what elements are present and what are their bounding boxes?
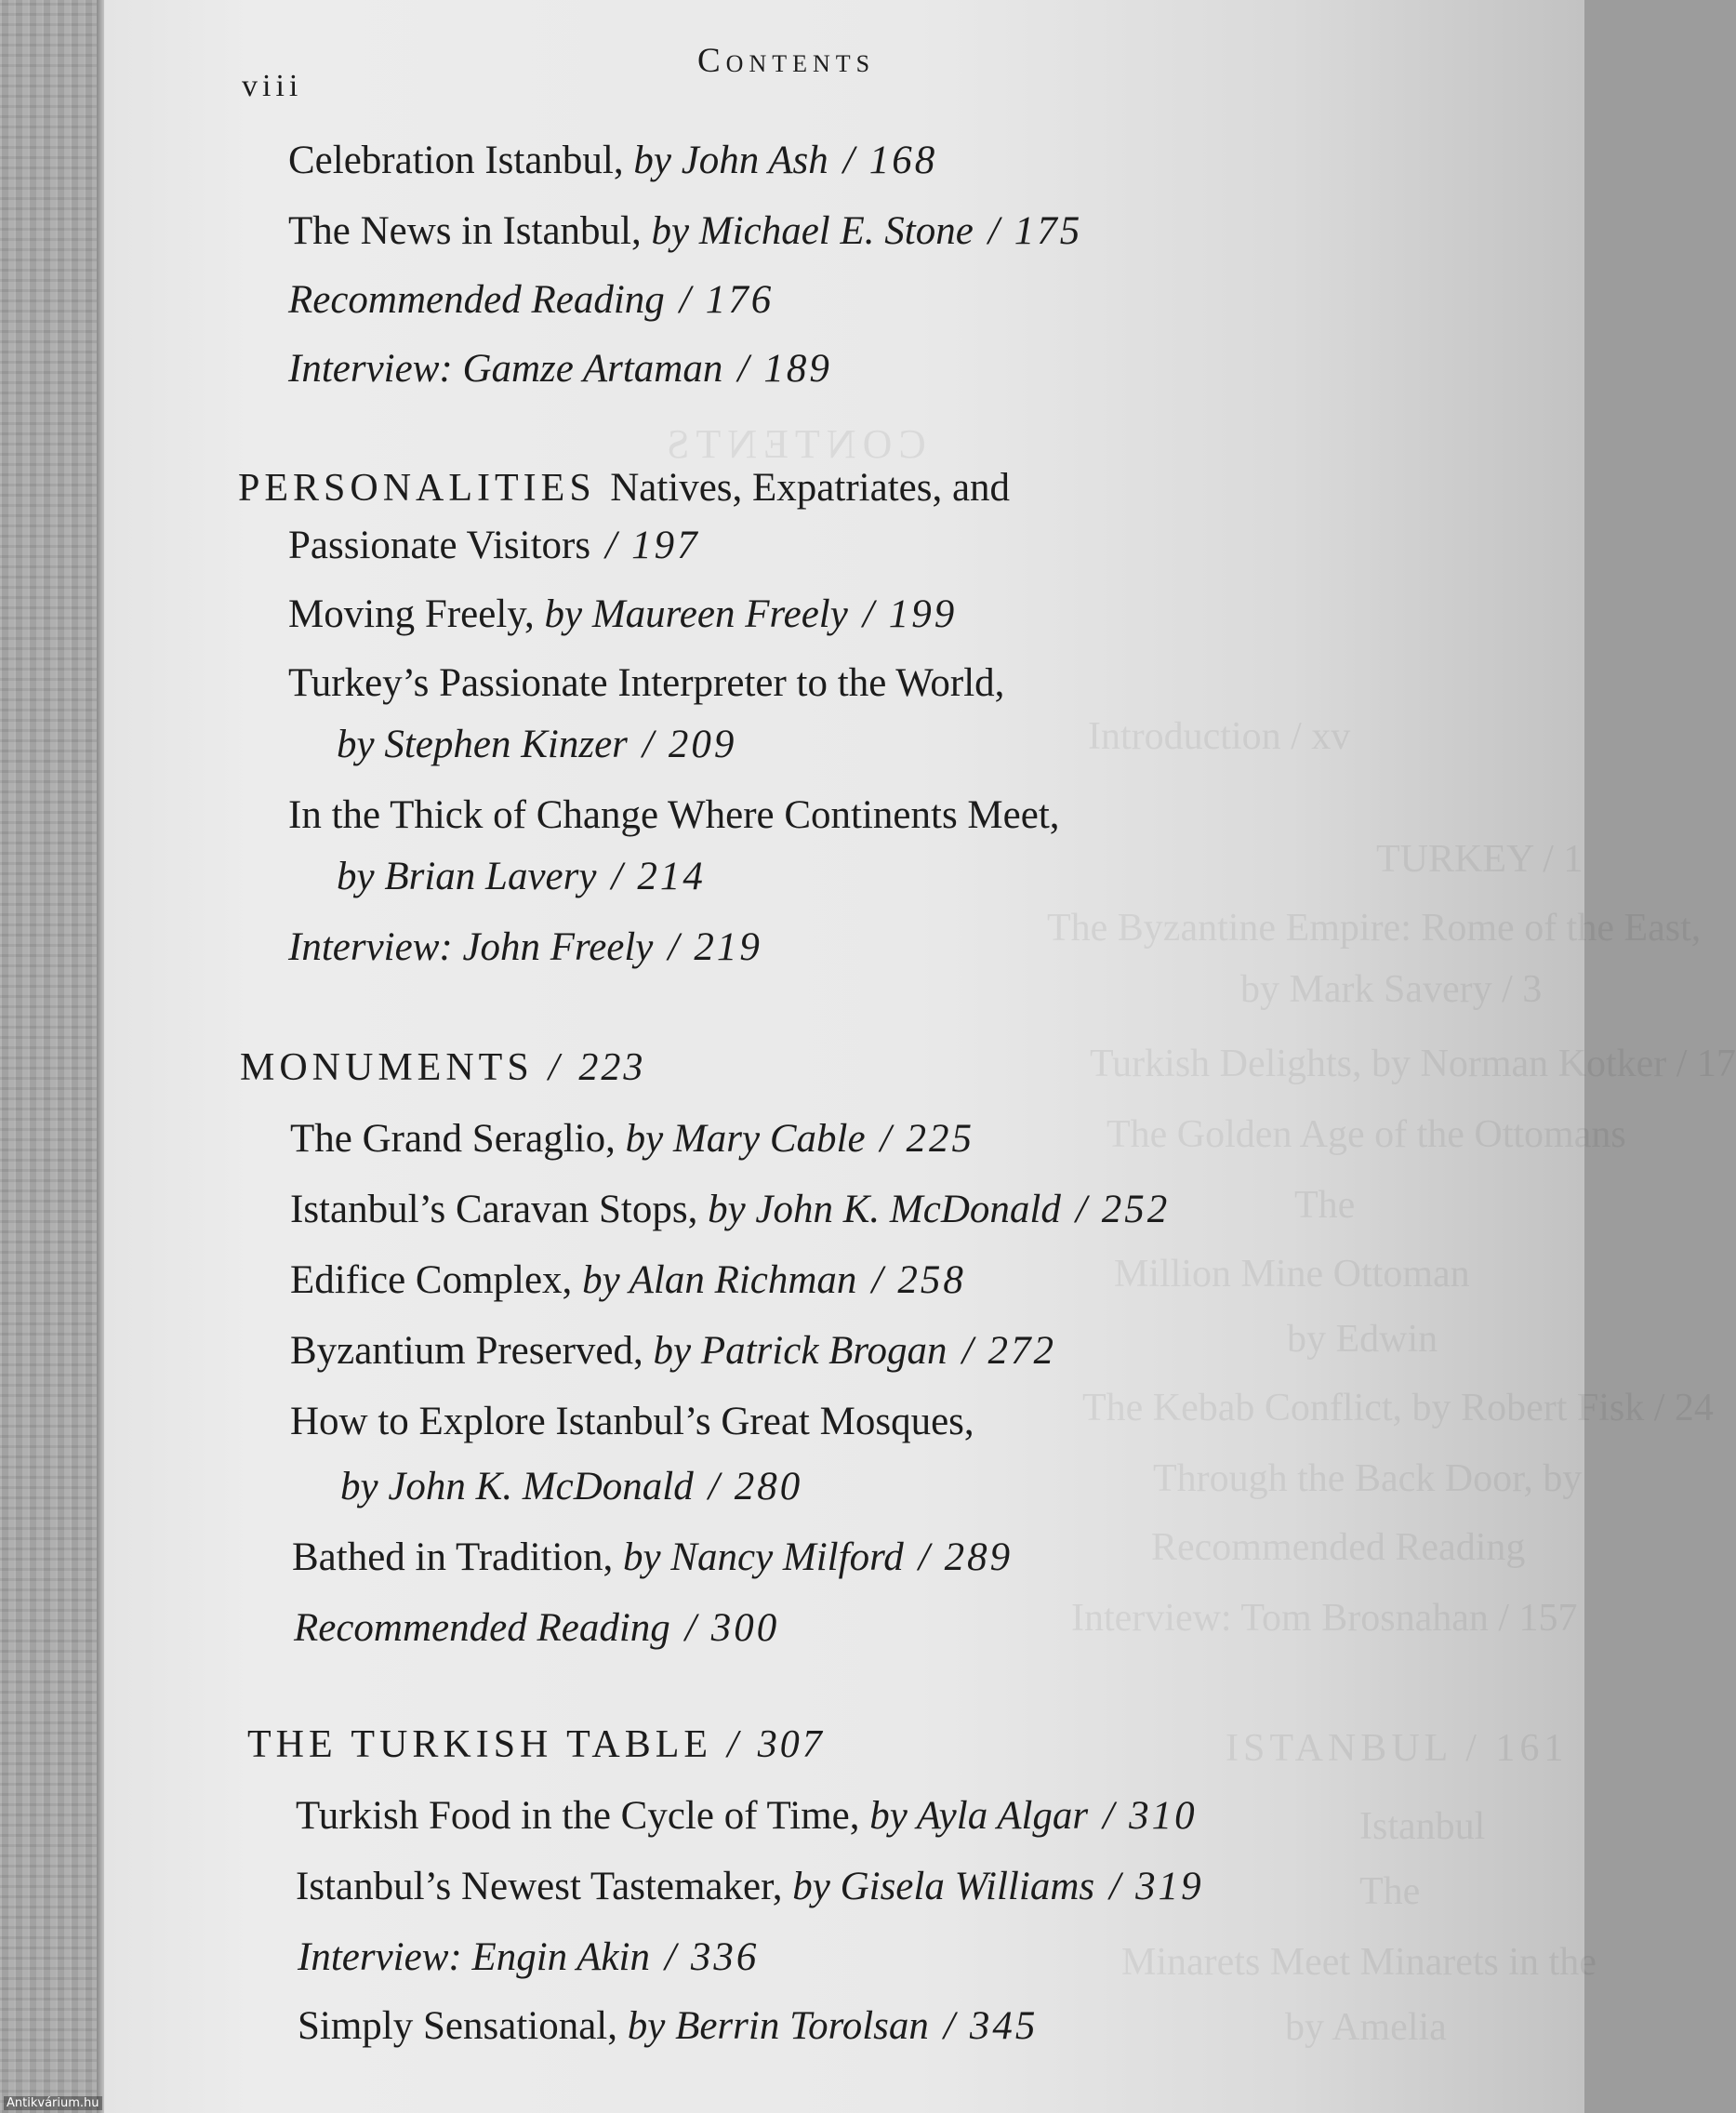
- section-title: THE TURKISH TABLE: [247, 1723, 713, 1766]
- show-through-line: Recommended Reading: [1151, 1526, 1526, 1569]
- table-of-contents: [104, 0, 1584, 2113]
- entry-title: Moving Freely,: [288, 592, 535, 636]
- entry-title: Istanbul’s Caravan Stops,: [290, 1188, 698, 1231]
- entry-author: by John K. McDonald: [340, 1465, 694, 1508]
- entry-page: 189: [763, 347, 832, 391]
- toc-entry-continued: by Brian Lavery / 214: [337, 855, 706, 898]
- section-subtitle: Passionate Visitors: [288, 524, 591, 567]
- section-title: PERSONALITIES: [238, 467, 596, 510]
- entry-title: In the Thick of Change Where Continents Meet,: [288, 793, 1060, 837]
- toc-entry: Recommended Reading / 300: [294, 1606, 780, 1650]
- toc-entry: [288, 660, 1004, 706]
- section-page: 223: [578, 1046, 646, 1089]
- section-heading-turkish-table: THE TURKISH TABLE / 307: [247, 1723, 825, 1766]
- toc-entry: The News in Istanbul, by Michael E. Stone / 175: [288, 209, 1083, 253]
- entry-title: Interview: Gamze Artaman: [288, 347, 723, 391]
- entry-author: by Patrick Brogan: [653, 1329, 948, 1373]
- entry-page: 319: [1135, 1865, 1204, 1908]
- entry-title: Byzantium Preserved,: [290, 1329, 643, 1373]
- show-through-line: Interview: Tom Brosnahan / 157: [1071, 1597, 1578, 1640]
- toc-entry: Istanbul’s Caravan Stops, by John K. McDonald / 252: [290, 1188, 1171, 1231]
- entry-title: Turkey’s Passionate Interpreter to the World,: [288, 661, 1005, 705]
- toc-entry: Celebration Istanbul, by John Ash / 168: [288, 139, 938, 182]
- section-subtitle-continued: Passionate Visitors / 197: [288, 524, 700, 567]
- entry-page: 225: [906, 1117, 974, 1161]
- entry-title: The Grand Seraglio,: [290, 1117, 616, 1161]
- show-through-line: Million Mine Ottoman: [1114, 1253, 1470, 1296]
- toc-entry-continued: by Stephen Kinzer / 209: [337, 723, 737, 766]
- entry-title: Turkish Food in the Cycle of Time,: [296, 1794, 860, 1838]
- entry-title: Edifice Complex,: [290, 1258, 573, 1302]
- entry-author: by Nancy Milford: [622, 1535, 904, 1579]
- show-through-line: Minarets Meet Minarets in the: [1121, 1941, 1597, 1984]
- show-through-line: The Byzantine Empire: Rome of the East,: [1047, 907, 1702, 950]
- entry-page: 289: [944, 1535, 1014, 1579]
- entry-page: 175: [1014, 209, 1083, 253]
- show-through-line: TURKEY / 1: [1376, 838, 1584, 881]
- entry-author: by Mary Cable: [625, 1117, 866, 1161]
- entry-author: by Maureen Freely: [544, 592, 848, 636]
- toc-entry: Simply Sensational, by Berrin Torolsan / 345: [298, 2004, 1039, 2048]
- toc-entry: Bathed in Tradition, by Nancy Milford / 289: [292, 1535, 1014, 1579]
- toc-entry: [290, 1399, 974, 1444]
- entry-title: Bathed in Tradition,: [292, 1535, 614, 1579]
- show-through-line: by Mark Savery / 3: [1240, 968, 1543, 1011]
- show-through-heading: CONTENTS: [660, 421, 926, 467]
- entry-title: Simply Sensational,: [298, 2004, 617, 2048]
- watermark: Antikvárium.hu: [4, 2096, 102, 2110]
- entry-title: Istanbul’s Newest Tastemaker,: [296, 1865, 783, 1908]
- entry-author: by Berrin Torolsan: [627, 2004, 929, 2048]
- toc-entry: Interview: Engin Akin / 336: [298, 1935, 760, 1979]
- page-number: viii: [242, 69, 303, 103]
- book-page: [104, 0, 1736, 2113]
- entry-page: 199: [888, 592, 958, 636]
- toc-entry: Interview: Gamze Artaman / 189: [288, 347, 832, 391]
- entry-title: Interview: Engin Akin: [298, 1935, 650, 1979]
- running-head: Contents: [697, 42, 876, 80]
- entry-title: How to Explore Istanbul’s Great Mosques,: [290, 1400, 974, 1443]
- entry-title: Interview: John Freely: [288, 925, 654, 969]
- toc-entry: Interview: John Freely / 219: [288, 925, 762, 969]
- toc-entry: Recommended Reading / 176: [288, 278, 775, 322]
- entry-page: 252: [1101, 1188, 1171, 1231]
- entry-page: 219: [694, 925, 762, 969]
- entry-author: by Brian Lavery: [337, 855, 597, 898]
- show-through-line: ISTANBUL / 161: [1226, 1727, 1569, 1770]
- desk-background: [0, 0, 104, 2113]
- toc-entry: Edifice Complex, by Alan Richman / 258: [290, 1258, 966, 1302]
- toc-entry: [288, 792, 1060, 838]
- toc-entry: The Grand Seraglio, by Mary Cable / 225: [290, 1117, 974, 1161]
- toc-entry-continued: by John K. McDonald / 280: [340, 1465, 803, 1508]
- show-through-line: The: [1359, 1870, 1421, 1913]
- toc-entry: Byzantium Preserved, by Patrick Brogan / 272: [290, 1329, 1057, 1373]
- section-page: 307: [757, 1723, 825, 1766]
- entry-author: by Alan Richman: [582, 1258, 857, 1302]
- section-title: MONUMENTS: [240, 1046, 534, 1089]
- entry-title: Recommended Reading: [288, 278, 665, 322]
- show-through-line: by Edwin: [1287, 1318, 1438, 1361]
- entry-page: 310: [1129, 1794, 1198, 1838]
- toc-entry: Turkish Food in the Cycle of Time, by Ayla Algar / 310: [296, 1794, 1198, 1838]
- entry-page: 300: [710, 1606, 780, 1650]
- entry-page: 336: [690, 1935, 760, 1979]
- entry-page: 176: [705, 278, 775, 322]
- entry-author: by Gisela Williams: [792, 1865, 1095, 1908]
- entry-page: 280: [734, 1465, 803, 1508]
- entry-title: Recommended Reading: [294, 1606, 670, 1650]
- section-page: 197: [631, 524, 700, 567]
- show-through-line: Through the Back Door, by: [1153, 1457, 1583, 1500]
- toc-entry: Istanbul’s Newest Tastemaker, by Gisela Williams / 319: [296, 1865, 1204, 1908]
- entry-page: 209: [668, 723, 737, 766]
- entry-author: by Stephen Kinzer: [337, 723, 628, 766]
- section-subtitle: Natives, Expatriates, and: [610, 466, 1011, 510]
- show-through-line: by Amelia: [1285, 2006, 1447, 2049]
- entry-author: by Michael E. Stone: [651, 209, 974, 253]
- toc-entry: Moving Freely, by Maureen Freely / 199: [288, 592, 958, 636]
- show-through-line: Introduction / xv: [1088, 715, 1351, 758]
- entry-page: 258: [897, 1258, 966, 1302]
- entry-page: 214: [637, 855, 706, 898]
- entry-author: by John K. McDonald: [708, 1188, 1061, 1231]
- show-through-line: Turkish Delights, by Norman Kotker / 17: [1090, 1043, 1736, 1085]
- show-through-line: The Golden Age of the Ottomans: [1107, 1113, 1626, 1156]
- entry-page: 345: [969, 2004, 1039, 2048]
- entry-page: 168: [868, 139, 938, 182]
- entry-author: by John Ash: [633, 139, 828, 182]
- section-heading-personalities: [238, 465, 1010, 511]
- entry-author: by Ayla Algar: [869, 1794, 1089, 1838]
- entry-title: Celebration Istanbul,: [288, 139, 624, 182]
- entry-title: The News in Istanbul,: [288, 209, 642, 253]
- show-through-line: The: [1294, 1184, 1356, 1227]
- show-through-line: The Kebab Conflict, by Robert Fisk / 24: [1082, 1387, 1714, 1429]
- show-through-line: Istanbul: [1359, 1805, 1486, 1848]
- section-heading-monuments: MONUMENTS / 223: [240, 1046, 646, 1089]
- entry-page: 272: [987, 1329, 1057, 1373]
